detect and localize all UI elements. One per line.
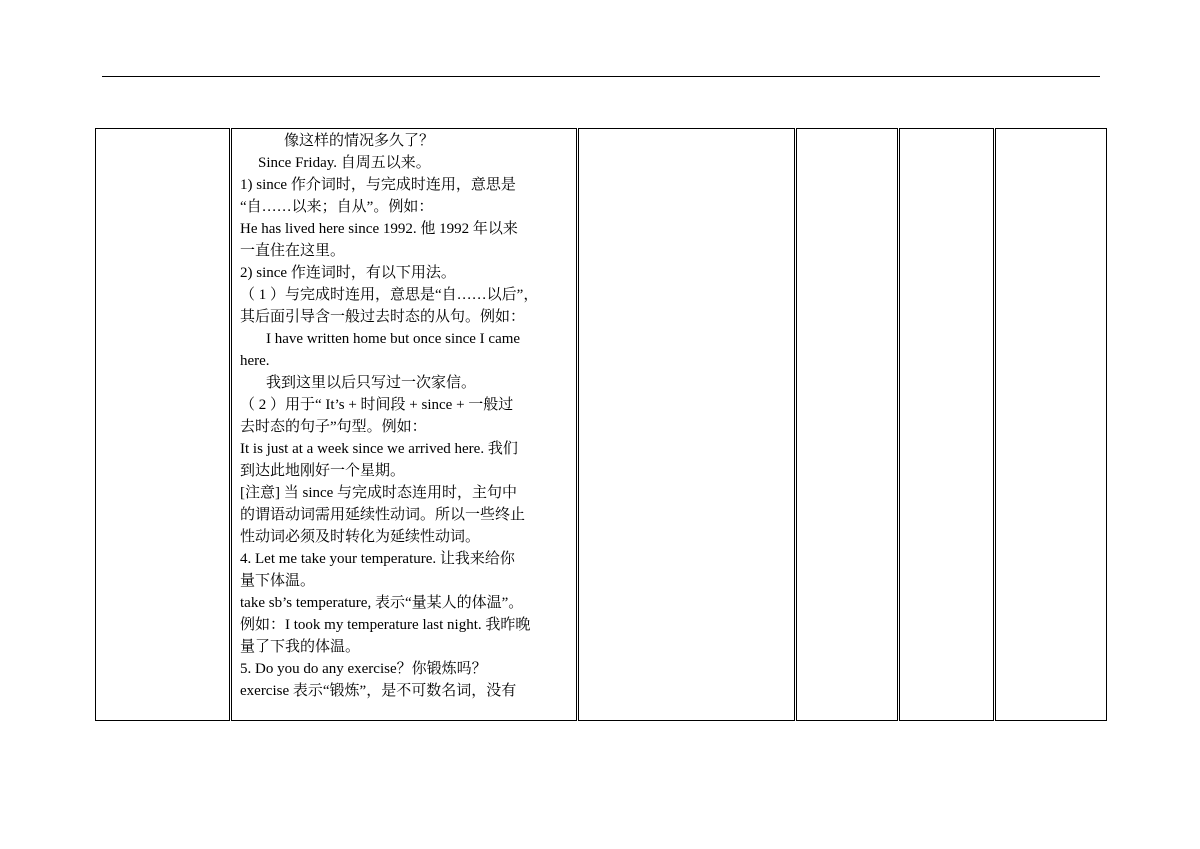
content-line: here. [240,353,270,369]
table-cell-content [231,129,578,721]
content-line: [注意] 当 since 与完成时态连用时，主句中 [240,485,518,501]
content-line: （ 1 ）与完成时连用，意思是“自……以后”， [240,287,539,303]
header-rule [102,76,1100,77]
content-line: exercise 表示“锻炼”，是不可数名词，没有 [240,683,517,699]
content-line: 一直住在这里。 [240,243,346,259]
content-line: Since Friday. 自周五以来。 [258,155,431,171]
content-line: 去时态的句子”句型。例如： [240,419,427,435]
lesson-table [95,128,1107,721]
content-line: 例如：I took my temperature last night. 我昨晚 [240,617,531,633]
content-line: He has lived here since 1992. 他 1992 年以来 [240,221,518,237]
content-line: 4. Let me take your temperature. 让我来给你 [240,551,515,567]
content-line: 我到这里以后只写过一次家信。 [266,375,477,391]
content-line: 性动词必须及时转化为延续性动词。 [240,529,481,545]
content-line: It is just at a week since we arrived here. 我们 [240,441,518,457]
table-cell-col-6 [995,129,1107,721]
content-line: 其后面引导含一般过去时态的从句。例如： [240,309,526,325]
content-line: 1) since 作介词时，与完成时连用，意思是 [240,177,516,193]
content-line: （ 2 ）用于“ It’s + 时间段 + since + 一般过 [240,397,514,413]
content-line: 量下体温。 [240,573,316,589]
table-cell-col-4 [796,129,899,721]
content-line: 的谓语动词需用延续性动词。所以一些终止 [240,507,526,523]
content-line: take sb’s temperature, 表示“量某人的体温”。 [240,595,524,611]
content-line: 像这样的情况多久了？ [284,133,435,149]
table-cell-col-1 [96,129,231,721]
content-line: I have written home but once since I came [266,331,521,347]
content-line: 量了下我的体温。 [240,639,361,655]
table-cell-col-3 [578,129,796,721]
content-line: 到达此地刚好一个星期。 [240,463,406,479]
content-line: 2) since 作连词时，有以下用法。 [240,265,456,281]
content-line: “自……以来；自从”。例如： [240,199,434,215]
table-cell-col-5 [899,129,995,721]
content-line: 5. Do you do any exercise？你锻炼吗？ [240,661,487,677]
